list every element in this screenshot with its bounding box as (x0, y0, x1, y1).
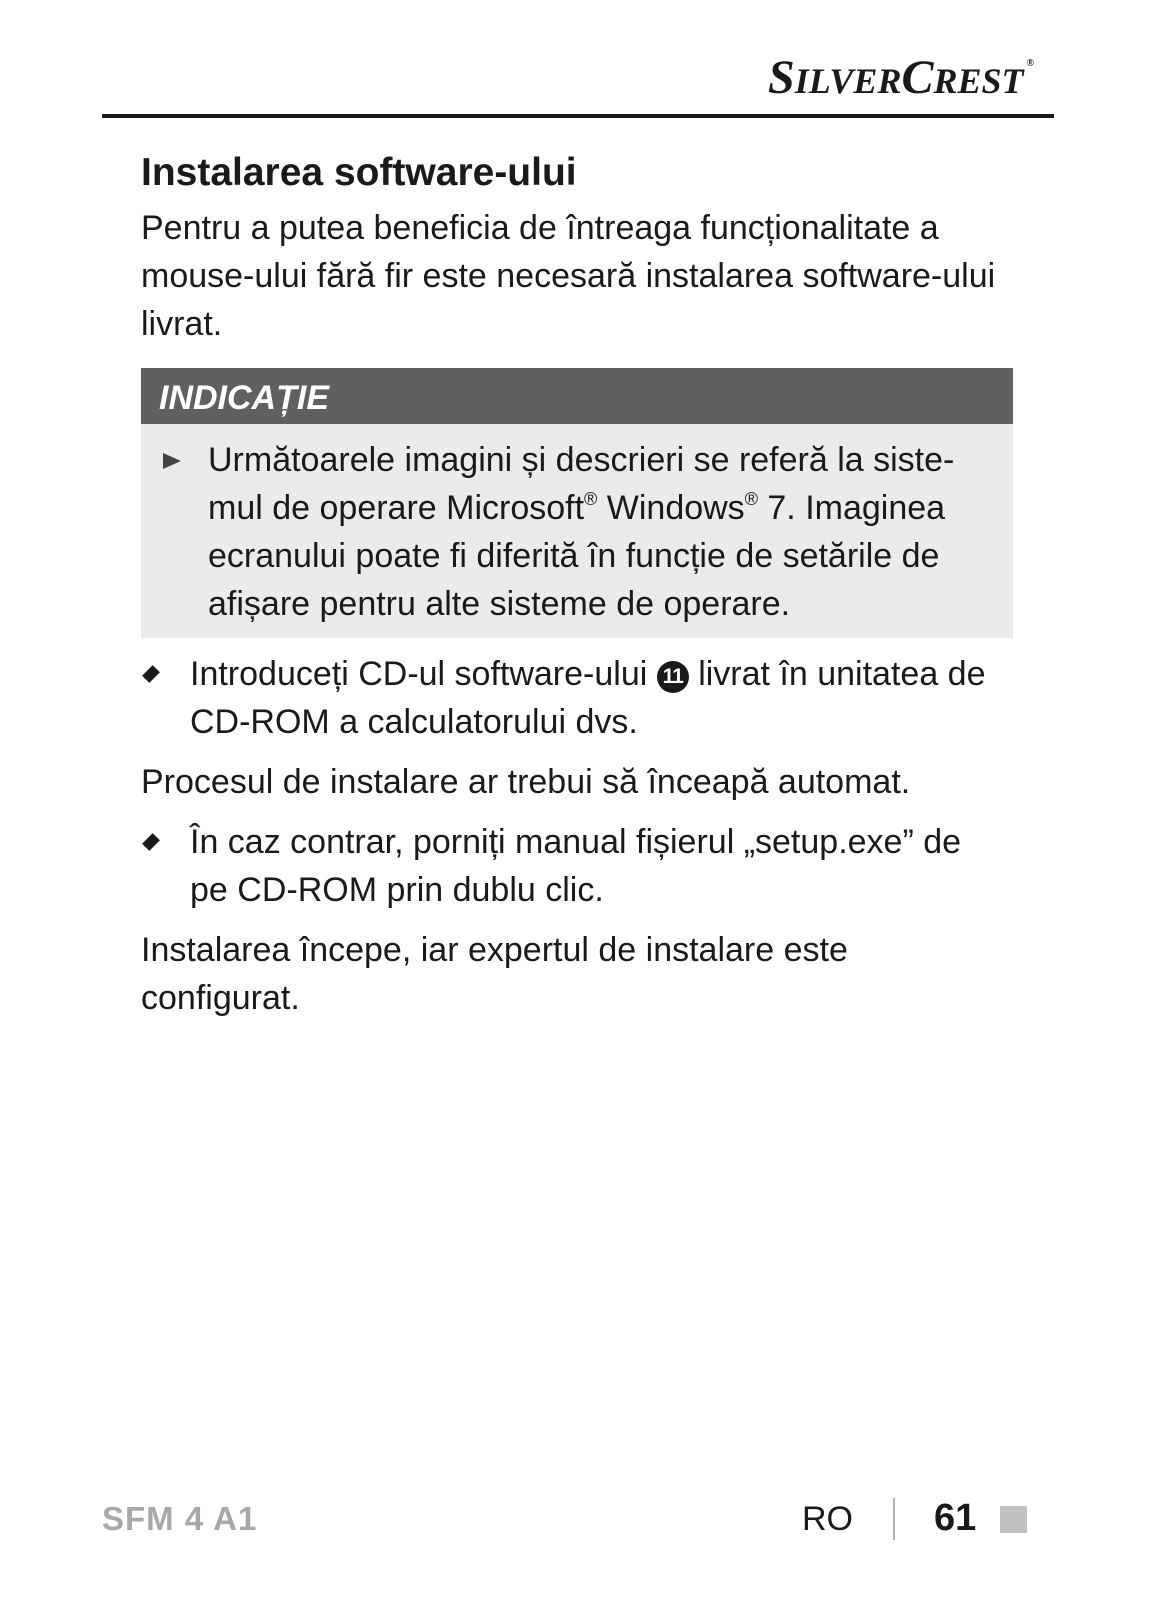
model-number: SFM 4 A1 (102, 1500, 258, 1537)
step-text: livrat în unitatea de (698, 655, 986, 693)
page-content (141, 148, 1013, 1022)
result-text: Procesul de instalare ar trebui să înceapă automat. (141, 763, 911, 801)
instruction-step (141, 650, 1013, 746)
note-line: Următoarele imagini și descrieri se referă la siste- (208, 441, 955, 479)
intro-line: Pentru a putea beneficia de întreaga funcționalitate a (141, 209, 939, 247)
brand-logo (768, 50, 1034, 105)
instruction-step (141, 818, 1013, 914)
brand-text: REST (933, 61, 1024, 101)
step-text: Introduceți CD-ul software-ului (190, 655, 648, 693)
page-number: 61 (934, 1497, 977, 1539)
note-line: ecranului poate fi diferită în funcție de setările de (208, 537, 940, 575)
brand-letter: S (768, 51, 795, 104)
step-text: pe CD-ROM prin dublu clic. (190, 871, 604, 909)
brand-letter: C (901, 51, 934, 104)
note-text: 7. Imaginea (757, 489, 946, 527)
page-marker-square (1000, 1506, 1027, 1533)
registered-mark: ® (584, 489, 598, 509)
section-title: Instalarea software-ului (141, 151, 577, 194)
note-box (141, 368, 1013, 638)
language-code: RO (802, 1500, 853, 1538)
diamond-bullet-icon (142, 833, 160, 851)
note-body (141, 424, 1013, 638)
cd-number-badge-icon: 11 (657, 661, 689, 693)
footer-divider (893, 1498, 895, 1540)
note-text: Windows (597, 489, 745, 527)
intro-line: livrat. (141, 305, 223, 343)
brand-text: ILVER (794, 61, 902, 101)
diamond-bullet-icon (142, 665, 160, 683)
step-text: În caz contrar, porniți manual fișierul „setup.exe” de (190, 823, 962, 861)
header-rule (102, 114, 1054, 118)
step-text: CD-ROM a calculatorului dvs. (190, 703, 638, 741)
note-text: mul de operare Microsoft (208, 489, 585, 527)
registered-mark: ® (744, 489, 758, 509)
intro-paragraph (141, 204, 1013, 348)
note-line: afișare pentru alte sisteme de operare. (208, 585, 791, 623)
intro-line: mouse-ului fără fir este necesară instalarea software-ului (141, 257, 996, 295)
note-heading: INDICAȚIE (141, 368, 1013, 424)
registered-mark: ® (1026, 58, 1034, 69)
result-text: Instalarea începe, iar expertul de instalare este configurat. (141, 931, 848, 1017)
arrow-bullet-icon (163, 453, 181, 469)
